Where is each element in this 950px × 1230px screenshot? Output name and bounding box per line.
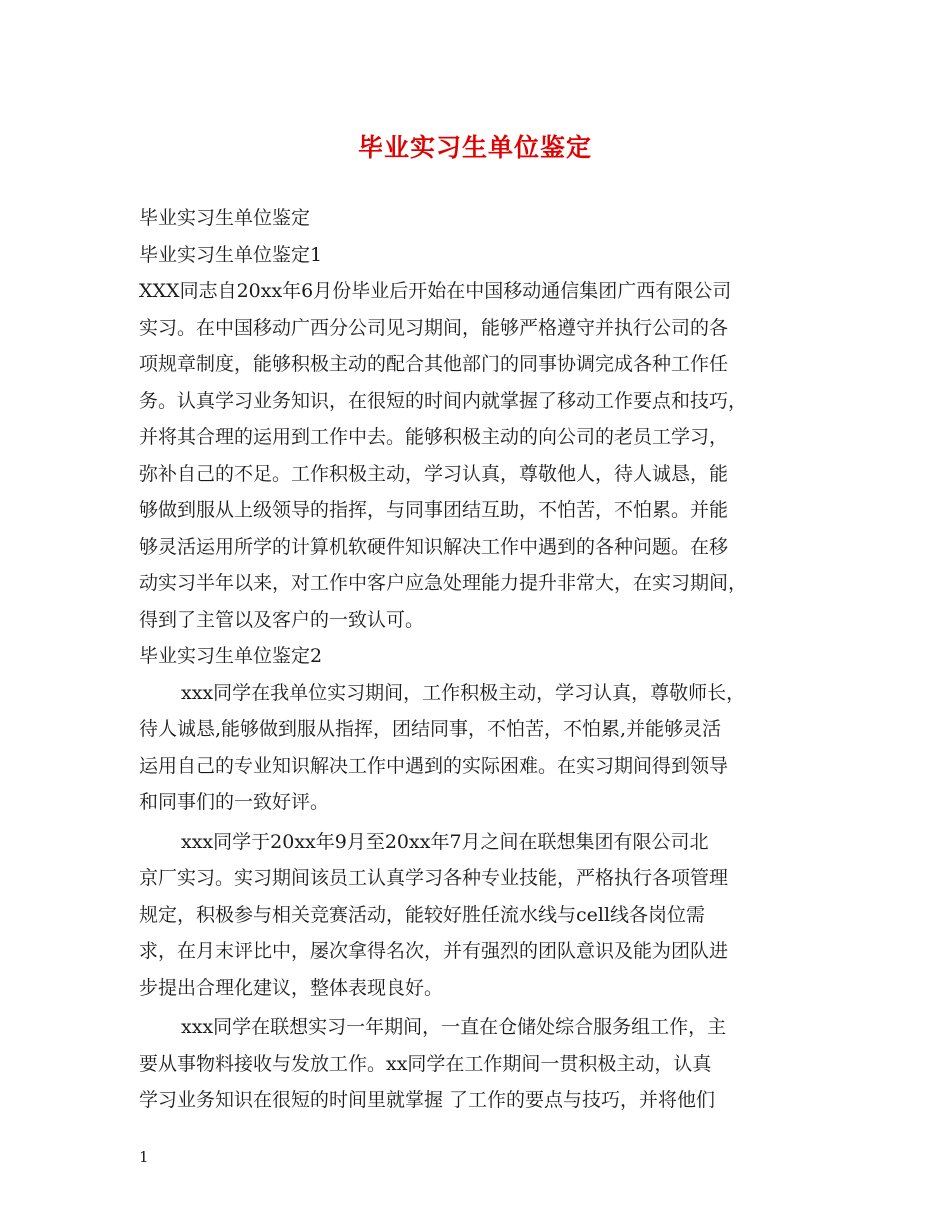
paragraph-line: xxx同学在联想实习一年期间，一直在仓储处综合服务组工作，主 [181, 1016, 727, 1038]
paragraph-line: 得到了主管以及客户的一致认可。 [139, 608, 425, 631]
paragraph-line: xxx同学在我单位实习期间，工作积极主动，学习认真，尊敬师长， [181, 681, 746, 704]
paragraph-line: 步提出合理化建议，整体表现良好。 [139, 976, 444, 999]
document-title: 毕业实习生单位鉴定 [357, 133, 592, 162]
paragraph-line: xxx同学于20xx年9月至20xx年7月之间在联想集团有限公司北 [181, 830, 709, 853]
paragraph-line: 务。认真学习业务知识，在很短的时间内就掌握了移动工作要点和技巧， [139, 389, 748, 412]
paragraph-line: 京厂实习。实习期间该员工认真学习各种专业技能，严格执行各项管理 [139, 867, 729, 889]
paragraph-line: 并将其合理的运用到工作中去。能够积极主动的向公司的老员工学习， [139, 426, 729, 448]
section-2-paragraph-2 [139, 824, 819, 1007]
paragraph-line: 实习。在中国移动广西分公司见习期间，能够严格遵守并执行公司的各 [139, 316, 729, 339]
paragraph-line: 动实习半年以来，对工作中客户应急处理能力提升非常大，在实习期间， [139, 572, 748, 594]
paragraph-line: 够做到服从上级领导的指挥，与同事团结互助，不怕苦，不怕累。并能 [139, 499, 729, 521]
section-1-paragraph [139, 273, 819, 638]
section-2-paragraph-3 [139, 1009, 819, 1119]
heading-section-2: 毕业实习生单位鉴定2 [139, 645, 323, 667]
paragraph-line: 求，在月末评比中，屡次拿得名次，并有强烈的团队意识及能为团队进 [139, 940, 729, 962]
paragraph-line: 待人诚恳,能够做到服从指挥，团结同事，不怕苦，不怕累,并能够灵活 [139, 718, 722, 740]
document-body [139, 200, 819, 1119]
section-2-paragraph-1 [139, 675, 819, 821]
paragraph-line: 规定，积极参与相关竞赛活动，能较好胜任流水线与cell线各岗位需 [139, 903, 706, 926]
heading-main: 毕业实习生单位鉴定 [139, 207, 311, 229]
paragraph-line: 够灵活运用所学的计算机软硬件知识解决工作中遇到的各种问题。在移 [139, 535, 729, 558]
paragraph-line: 要从事物料接收与发放工作。xx同学在工作期间一贯积极主动，认真 [139, 1052, 712, 1075]
paragraph-line: XXX同志自20xx年6月份毕业后开始在中国移动通信集团广西有限公司 [139, 280, 732, 302]
paragraph-line: 弥补自己的不足。工作积极主动，学习认真，尊敬他人，待人诚恳，能 [139, 462, 729, 485]
paragraph-line: 和同事们的一致好评。 [139, 791, 330, 813]
heading-section-1: 毕业实习生单位鉴定1 [139, 243, 323, 266]
page-number: 1 [139, 1148, 149, 1166]
paragraph-line: 项规章制度，能够积极主动的配合其他部门的同事协调完成各种工作任 [139, 353, 729, 375]
paragraph-line: 学习业务知识在很短的时间里就掌握 了工作的要点与技巧，并将他们 [139, 1089, 716, 1111]
paragraph-line: 运用自己的专业知识解决工作中遇到的实际困难。在实习期间得到领导 [139, 754, 729, 777]
